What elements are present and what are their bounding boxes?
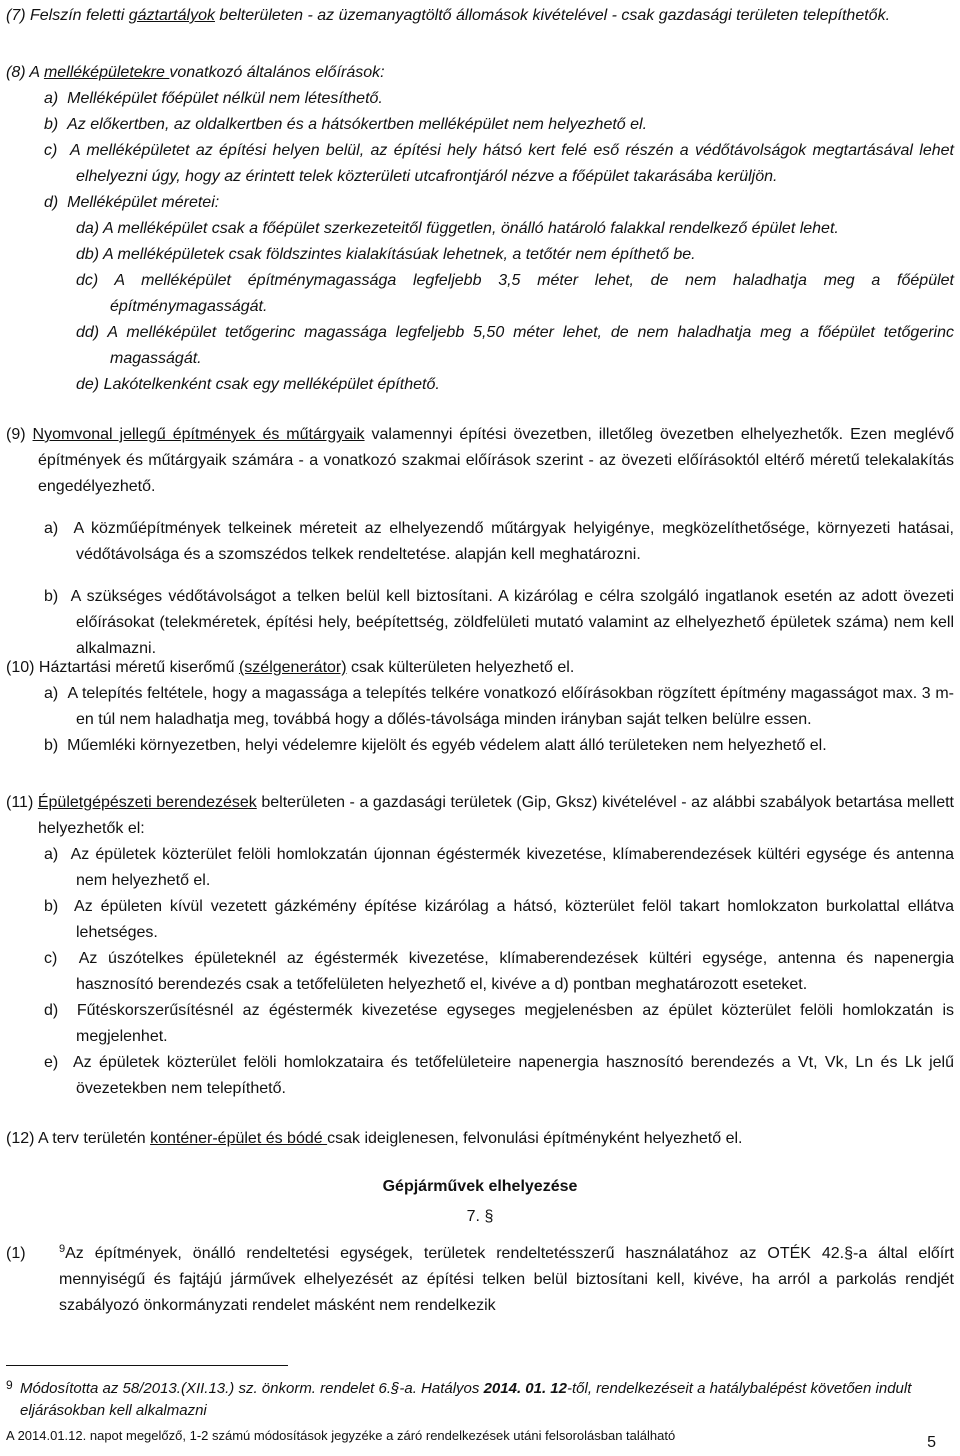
underlined-term: Épületgépészeti berendezések <box>37 794 257 811</box>
bold-date: 2014. 01. 12 <box>483 1380 567 1397</box>
text: (10) Háztartási méretű kiserőmű <box>6 659 239 676</box>
text: csak külterületen helyezhető el. <box>346 659 575 676</box>
paragraph-10 <box>6 655 954 759</box>
list-item: b) Az előkertben, az oldalkertben és a hátsókertben melléképület nem helyezhető el. <box>44 116 648 133</box>
footnote-ref[interactable]: 9 <box>59 1243 66 1255</box>
list-item: a) Az épületek közterület felöli homlokzatán újonnan égéstermék kivezetése, klímaberendezések kültéri egysége és antenna nem helyezhető el. <box>44 846 954 889</box>
list-item: e) Az épületek közterület felöli homlokzataira és tetőfelületeire napenergia hasznosító berendezés a Vt, Vk, Ln és Lk jelű övezetekben nem telepíthető. <box>44 1054 954 1097</box>
paragraph-9-lead <box>6 422 954 500</box>
list-item: c) A melléképületet az építési helyen belül, az építési hely hátsó kert felé eső részén a védőtávolságok megtartásával lehet elhelyezni úgy, hogy az érintett telek közterületi utcafrontjáról nézve a főépület takarásába kerüljön. <box>44 142 954 185</box>
footnote-number: 9 <box>6 1378 13 1392</box>
paragraph-8 <box>6 60 954 398</box>
paragraph-11-lead <box>6 790 954 842</box>
paragraph-label: (1) <box>6 1245 26 1262</box>
text: (9) <box>6 426 33 443</box>
text: valamennyi építési övezetben, illetőleg övezetben elhelyezhetők. Ezen meglévő építmények és műtárgyaik számára - a vonatkozó szakmai előírások szerint - az övezeti előírásoktól eltérő méretű telekalakítás engedélyezhető. <box>38 426 954 495</box>
section-7-paragraph-1 <box>6 1241 954 1319</box>
paragraph-9 <box>6 422 954 662</box>
sub-list-item: db) A melléképületek csak földszintes kialakításúak lehetnek, a tetőtér nem építhető be. <box>76 246 696 263</box>
paragraph-body <box>6 1241 954 1319</box>
text: -től, rendelkezéseit a hatálybalépést követően indult eljárásokban kell alkalmazni <box>20 1380 912 1419</box>
paragraph-12 <box>6 1126 954 1152</box>
list-item: a) A telepítés feltétele, hogy a magassága a telepítés telkére vonatkozó előírásokban rögzített építmény magasságot max. 3 m-en túl nem haladhatja meg, továbbá hogy a dőlés-távolsága minden irányban saját telken belülre essen. <box>44 685 954 728</box>
list-item: a) A közműépítmények telkeinek méreteit az elhelyezendő műtárgyak helyigénye, megközelíthetősége, környezeti hatásai, védőtávolsága és a szomszédos telkek rendeltetése. alapján kell meghatározni. <box>44 520 954 563</box>
sub-list-item: de) Lakótelkenként csak egy melléképület építhető. <box>76 376 440 393</box>
footnote-text <box>6 1378 954 1422</box>
page-number: 5 <box>927 1434 936 1451</box>
paragraph-7 <box>6 3 954 29</box>
list-item: b) Az épületen kívül vezetett gázkémény építése kizárólag a hátsó, közterület felöl takart homlokzaton burkolattal ellátva lehetséges. <box>44 898 954 941</box>
text: belterületen - a gazdasági területek (Gip, Gksz) kivételével - az alábbi szabályok betartása mellett helyezhetők el: <box>38 794 954 837</box>
text: (7) Felszín feletti <box>6 7 129 24</box>
sub-list-item: dc) A melléképület építménymagassága legfeljebb 3,5 méter lehet, de nem haladhatja meg a főépület építménymagasságát. <box>76 272 954 315</box>
text: (8) A <box>6 64 44 81</box>
text: belterületen - az üzemanyagtöltő állomások kivételével - csak gazdasági területen telepíthetők. <box>214 7 891 24</box>
list-item: a) Melléképület főépület nélkül nem létesíthető. <box>44 90 383 107</box>
list-item: b) Műemléki környezetben, helyi védelemre kijelölt és egyéb védelem alatt álló területeken nem helyezhető el. <box>44 737 827 754</box>
underlined-term: (szélgenerátor) <box>238 659 347 676</box>
underlined-term: gáztartályok <box>128 7 215 24</box>
section-number: 7. § <box>466 1208 494 1225</box>
paragraph-10-lead <box>6 655 954 681</box>
footnote-separator <box>6 1365 288 1366</box>
paragraph-8-lead <box>6 60 954 86</box>
underlined-term: konténer-épület és bódé <box>150 1130 328 1147</box>
text: vonatkozó általános előírások: <box>169 64 385 81</box>
underlined-term: melléképületekre <box>43 64 170 81</box>
sub-list-item: dd) A melléképület tetőgerinc magassága legfeljebb 5,50 méter lehet, de nem haladhatja meg a főépület tetőgerinc magasságát. <box>76 324 954 367</box>
list-item: c) Az úszótelkes épületeknél az égéstermék kivezetése, klímaberendezések kültéri egysége, antenna és napenergia hasznosító berendezés csak a tetőfelületen helyezhető el, kivéve a d) pontban meghatározott eseteket. <box>44 950 954 993</box>
paragraph-11 <box>6 790 954 1102</box>
list-item: d) Melléképület méretei: <box>44 194 220 211</box>
text: Az építmények, önálló rendeltetési egységek, területek rendeltetésszerű használatához az OTÉK 42.§-a által előírt mennyiségű és fajtájú járművek elhelyezését az építési telken belül biztosítani kell, kivéve, ha arról a parkolás rendjét szabályozó önkormányzati rendelet másként nem rendelkezik <box>59 1245 954 1314</box>
footnote <box>6 1378 954 1422</box>
underlined-term: Nyomvonal jellegű építmények és műtárgyaik <box>32 426 365 443</box>
text: (12) A terv területén <box>6 1130 151 1147</box>
section-heading: Gépjárművek elhelyezése <box>382 1178 578 1195</box>
page-footer: A 2014.01.12. napot megelőző, 1-2 számú módosítások jegyzéke a záró rendelkezések utáni felsorolásban található <box>6 1428 676 1443</box>
list-item: d) Fűtéskorszerűsítésnél az égéstermék kivezetése egyseges megjelenésben az épület közterület felöli homlokzatán is megjelenhet. <box>44 1002 954 1045</box>
sub-list-item: da) A melléképület csak a főépület szerkezeteitől független, önálló határoló falakkal rendelkező épület lehet. <box>76 220 839 237</box>
list-item: b) A szükséges védőtávolságot a telken belül kell biztosítani. A kizárólag e célra szolgáló ingatlanok esetén az adott övezeti előírásokat (telekméretek, építési hely, beépítettség, zöldfelületi mutató valamint az elhelyezhető épületek száma) nem kell alkalmazni. <box>44 588 954 657</box>
text: Módosította az 58/2013.(XII.13.) sz. önkorm. rendelet 6.§-a. Hatályos <box>20 1380 484 1397</box>
text: csak ideiglenesen, felvonulási építményként helyezhető el. <box>327 1130 743 1147</box>
text: (11) <box>6 794 38 811</box>
